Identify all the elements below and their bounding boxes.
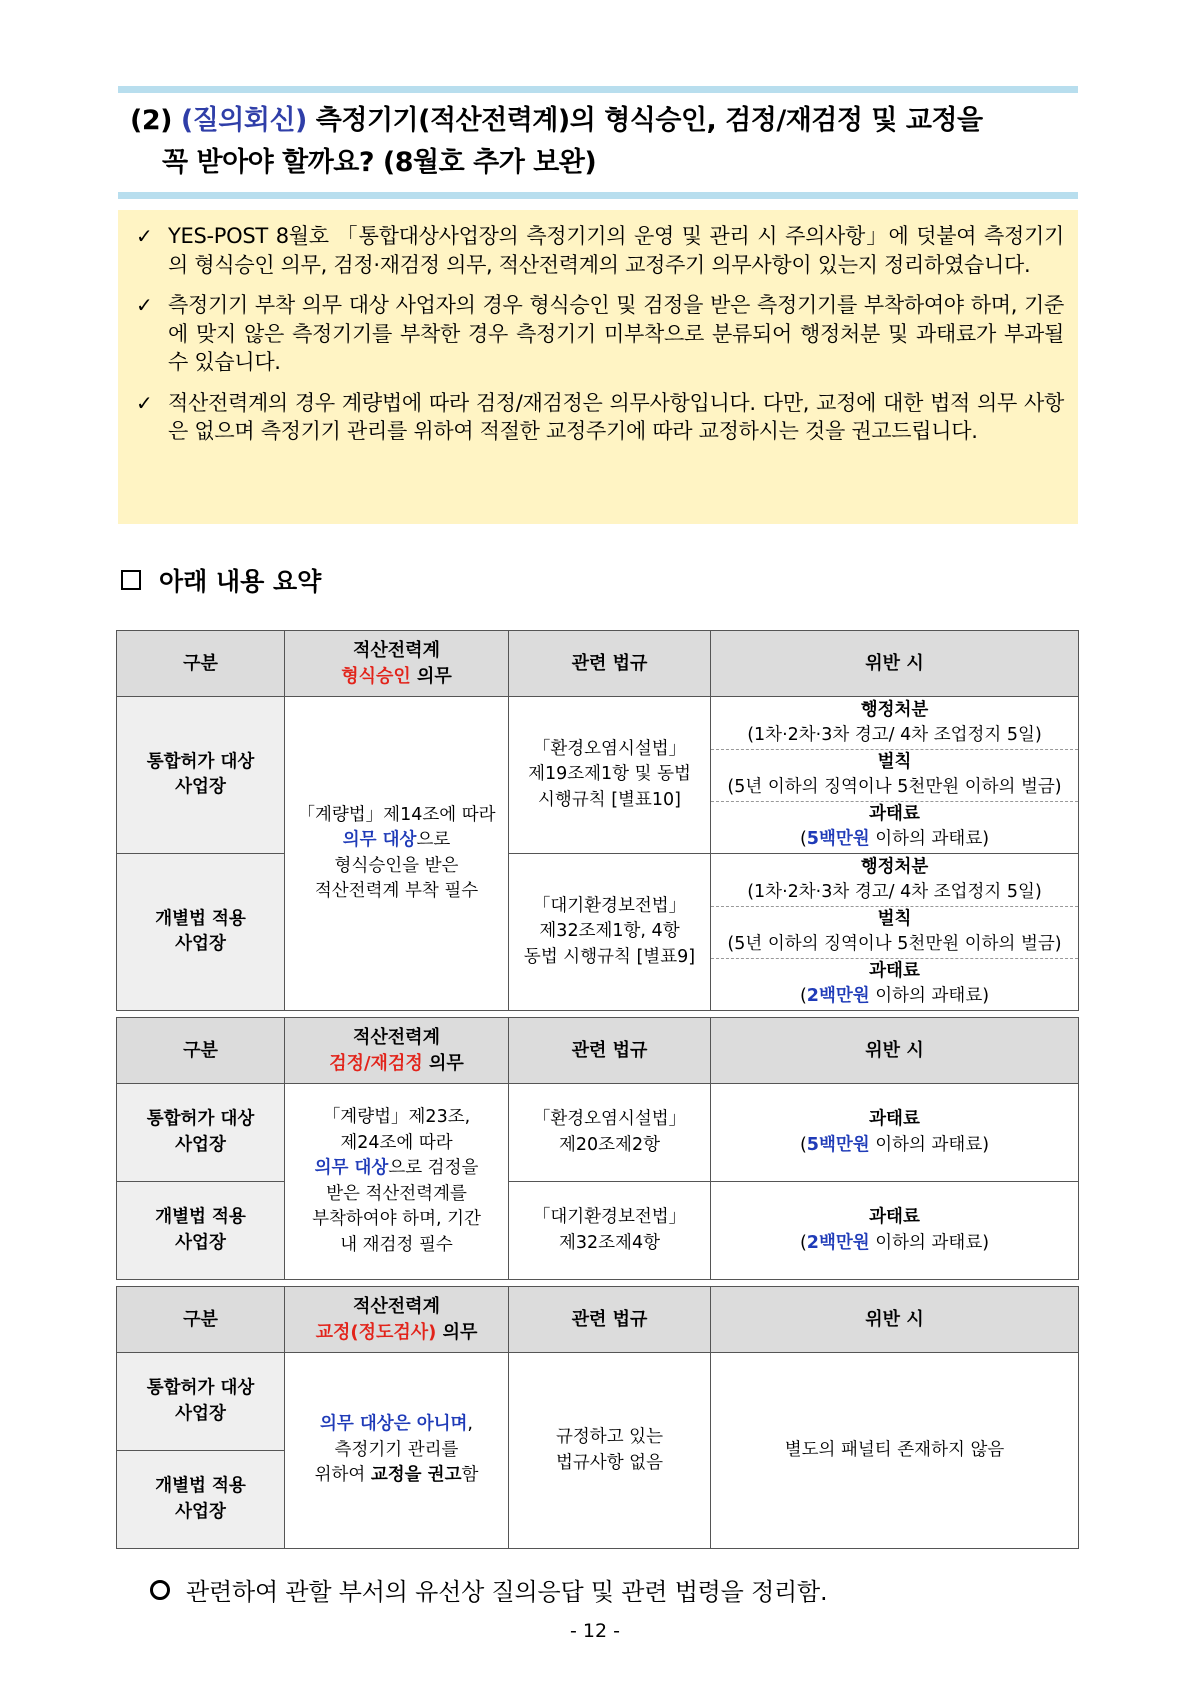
law-line: 규정하고 있는 — [556, 1427, 663, 1447]
law-line: 제32조제1항, 4항 — [539, 921, 680, 942]
title-qa-tag: (질의회신) — [180, 105, 307, 136]
header-violation: 위반 시 — [711, 1018, 1079, 1084]
approval-law-integrated — [509, 697, 711, 854]
obligation-line: 받은 적산전력계를 — [326, 1183, 467, 1204]
fine-text: ( — [799, 829, 807, 849]
footnote — [150, 1572, 827, 1607]
notice-item — [136, 222, 1064, 279]
penalty-fine-detail — [711, 1231, 1078, 1257]
summary-heading-text: 아래 내용 요약 — [159, 567, 322, 596]
verification-law-integrated — [509, 1084, 711, 1182]
calibration-table — [116, 1286, 1079, 1549]
fine-text: 이하의 과태료) — [869, 986, 990, 1006]
penalty-fine-label: 과태료 — [869, 960, 920, 981]
obligation-line: 함 — [461, 1465, 479, 1486]
penalty-fine-label: 과태료 — [869, 1109, 920, 1129]
fine-amount: 2백만원 — [806, 986, 870, 1006]
header-duty: 의무 — [417, 665, 452, 687]
check-icon: ✓ — [136, 390, 153, 415]
notice-text: 적산전력계의 경우 계량법에 따라 검정/재검정은 의무사항입니다. 다만, 교정에 대한 법적 의무 사항은 없으며 측정기기 관리를 위하여 적절한 교정주기에 따라 교정하시는 것을 권고드립니다. — [168, 390, 1064, 443]
law-line: 제20조제2항 — [558, 1134, 661, 1155]
fine-text: ( — [799, 1232, 807, 1253]
row-label-line: 사업장 — [175, 1403, 226, 1424]
row-label-line: 통합허가 대상 — [146, 1378, 255, 1398]
penalty-admin-label: 행정처분 — [860, 856, 929, 877]
table-row — [117, 1084, 1079, 1182]
row-individual-label — [117, 1182, 285, 1280]
header-duty: 의무 — [442, 1321, 478, 1343]
circle-bullet-icon — [150, 1580, 170, 1600]
row-individual-label — [117, 1451, 285, 1549]
header-meter-duty — [285, 1018, 509, 1084]
obligation-line: 측정기기 관리를 — [334, 1439, 459, 1460]
row-label-line: 통합허가 대상 — [146, 751, 255, 772]
law-line: 「환경오염시설법」 — [532, 1109, 687, 1129]
obligation-line: 제24조에 따라 — [340, 1132, 453, 1153]
row-label-line: 사업장 — [175, 934, 226, 954]
obligation-line: 「계량법」제14조에 따라 — [297, 804, 496, 825]
obligation-bold: 교정을 권고 — [370, 1465, 462, 1486]
title-line1: 측정기기(적산전력계)의 형식승인, 검정/재검정 및 교정을 — [315, 105, 983, 136]
obligation-highlight: 의무 대상은 아니며 — [319, 1414, 468, 1435]
verification-penalty-individual — [711, 1182, 1079, 1280]
header-duty: 의무 — [429, 1052, 464, 1074]
page-number: - 12 - — [570, 1620, 620, 1642]
row-integrated-label — [117, 697, 285, 854]
obligation-line: 「계량법」제23조, — [322, 1107, 471, 1127]
header-category: 구분 — [117, 1287, 285, 1353]
obligation-highlight: 의무 대상 — [314, 1158, 389, 1178]
approval-law-individual — [509, 854, 711, 1011]
header-category: 구분 — [117, 1018, 285, 1084]
calibration-violation: 별도의 패널티 존재하지 않음 — [711, 1353, 1079, 1549]
approval-penalty-integrated — [711, 697, 1079, 854]
law-line: 제19조제1항 및 동법 — [528, 764, 691, 785]
verification-table — [116, 1017, 1079, 1280]
table-header-row — [117, 631, 1079, 697]
row-label-line: 통합허가 대상 — [146, 1109, 255, 1129]
law-line: 「대기환경보전법」 — [532, 895, 687, 916]
section-title-block — [118, 86, 1078, 199]
row-label-line: 개별법 적용 — [155, 1207, 246, 1227]
check-icon: ✓ — [136, 224, 153, 248]
fine-text: ( — [799, 1134, 807, 1155]
penalty-admin-label: 행정처분 — [860, 699, 929, 720]
calibration-law — [509, 1353, 711, 1549]
law-line: 「환경오염시설법」 — [532, 738, 687, 759]
obligation-line: 으로 — [416, 830, 451, 850]
header-meter: 적산전력계 — [353, 1027, 440, 1048]
obligation-line: 적산전력계 부착 필수 — [314, 881, 479, 901]
title-top-rule — [118, 86, 1078, 93]
fine-amount: 5백만원 — [806, 1134, 870, 1155]
penalty-criminal-label: 벌칙 — [877, 908, 912, 929]
header-meter-duty — [285, 631, 509, 697]
obligation-line: 으로 검정을 — [388, 1158, 479, 1178]
notice-text: YES-POST 8월호 「통합대상사업장의 측정기기의 운영 및 관리 시 주의사항」에 덧붙여 측정기기의 형식승인 의무, 검정·재검정 의무, 적산전력계의 교정주기 의무사항이 있는지 정리하였습니다. — [168, 224, 1064, 277]
header-law: 관련 법규 — [509, 631, 711, 697]
header-violation: 위반 시 — [711, 631, 1079, 697]
footnote-text: 관련하여 관할 부서의 유선상 질의응답 및 관련 법령을 정리함. — [186, 1578, 828, 1606]
penalty-fine-detail — [711, 984, 1078, 1010]
section-title — [118, 93, 1078, 192]
obligation-line: 내 재검정 필수 — [340, 1234, 453, 1255]
row-label-line: 사업장 — [175, 1232, 226, 1253]
penalty-admin-detail: (1차·2차·3차 경고/ 4차 조업정지 5일) — [711, 880, 1078, 907]
penalty-criminal-label: 벌칙 — [877, 751, 912, 772]
table-row — [117, 1353, 1079, 1451]
law-line: 동법 시행규칙 [별표9] — [523, 946, 696, 967]
header-violation: 위반 시 — [711, 1287, 1079, 1353]
fine-text: ( — [799, 986, 807, 1006]
title-line2: 꼭 받아야 할까요? (8월호 추가 보완) — [162, 147, 597, 178]
penalty-fine-detail — [711, 1133, 1078, 1159]
header-meter: 적산전력계 — [353, 1296, 440, 1317]
fine-amount: 2백만원 — [806, 1232, 870, 1253]
title-bottom-rule — [118, 192, 1078, 199]
row-individual-label — [117, 854, 285, 1011]
header-law: 관련 법규 — [509, 1287, 711, 1353]
approval-table — [116, 630, 1079, 1011]
verification-penalty-integrated — [711, 1084, 1079, 1182]
duty-verification: 검정/재검정 — [329, 1052, 423, 1074]
penalty-fine-detail — [711, 827, 1078, 853]
obligation-line: 형식승인을 받은 — [334, 855, 459, 876]
row-label-line: 사업장 — [175, 1134, 226, 1155]
row-label-line: 개별법 적용 — [155, 908, 246, 929]
verification-obligation — [285, 1084, 509, 1280]
fine-text: 이하의 과태료) — [869, 1134, 990, 1155]
law-line: 법규사항 없음 — [556, 1452, 663, 1473]
duty-calibration: 교정(정도검사) — [315, 1321, 437, 1343]
header-meter: 적산전력계 — [353, 640, 440, 661]
square-bullet-icon — [121, 570, 141, 590]
title-number: (2) — [130, 105, 172, 136]
row-label-line: 사업장 — [175, 1501, 226, 1522]
duty-approval: 형식승인 — [341, 665, 411, 687]
table-row — [117, 854, 1079, 1011]
table-header-row — [117, 1287, 1079, 1353]
fine-text: 이하의 과태료) — [869, 829, 990, 849]
fine-amount: 5백만원 — [806, 829, 870, 849]
header-meter-duty — [285, 1287, 509, 1353]
obligation-line: , — [467, 1414, 473, 1435]
obligation-line: 부착하여야 하며, 기간 — [312, 1209, 481, 1229]
notice-item — [136, 389, 1064, 446]
header-category: 구분 — [117, 631, 285, 697]
row-label-line: 개별법 적용 — [155, 1476, 246, 1496]
notice-item — [136, 291, 1064, 377]
verification-law-individual — [509, 1182, 711, 1280]
approval-penalty-individual — [711, 854, 1079, 1011]
notice-box — [118, 210, 1078, 524]
row-integrated-label — [117, 1084, 285, 1182]
obligation-highlight: 의무 대상 — [342, 830, 417, 850]
row-label-line: 사업장 — [175, 777, 226, 797]
table-header-row — [117, 1018, 1079, 1084]
calibration-obligation — [285, 1353, 509, 1549]
law-line: 제32조제4항 — [558, 1232, 661, 1253]
penalty-admin-detail: (1차·2차·3차 경고/ 4차 조업정지 5일) — [711, 723, 1078, 750]
row-integrated-label — [117, 1353, 285, 1451]
approval-obligation — [285, 697, 509, 1011]
penalty-fine-label: 과태료 — [869, 803, 920, 824]
obligation-line: 위하여 — [314, 1465, 371, 1486]
penalty-criminal-detail: (5년 이하의 징역이나 5천만원 이하의 벌금) — [711, 932, 1078, 959]
law-line: 시행규칙 [별표10] — [538, 789, 681, 810]
table-row — [117, 1182, 1079, 1280]
table-row — [117, 697, 1079, 854]
summary-heading — [118, 562, 321, 598]
penalty-criminal-detail: (5년 이하의 징역이나 5천만원 이하의 벌금) — [711, 775, 1078, 802]
penalty-fine-label: 과태료 — [869, 1207, 920, 1227]
check-icon: ✓ — [136, 293, 153, 317]
law-line: 「대기환경보전법」 — [532, 1207, 687, 1227]
notice-text: 측정기기 부착 의무 대상 사업자의 경우 형식승인 및 검정을 받은 측정기기를 부착하여야 하며, 기준에 맞지 않은 측정기기를 부착한 경우 측정기기 미부착으로 분류되어 행정처분 및 과태료가 부과될 수 있습니다. — [168, 293, 1064, 374]
header-law: 관련 법규 — [509, 1018, 711, 1084]
fine-text: 이하의 과태료) — [869, 1232, 990, 1253]
